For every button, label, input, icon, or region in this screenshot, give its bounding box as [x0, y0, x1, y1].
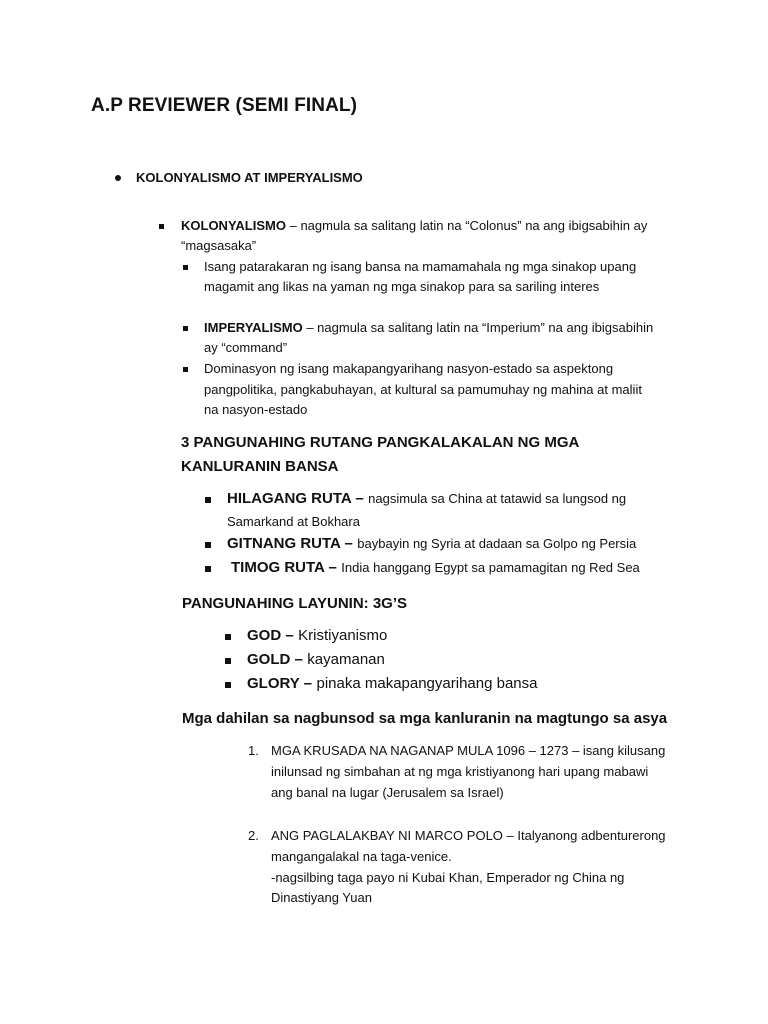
sub-point-text: magamit ang likas na yaman ng mga sinakop para sa sariling interes — [204, 279, 600, 294]
sub-point-text: Isang patarakaran ng isang bansa na mamamahala ng mga sinakop upang — [204, 259, 637, 274]
definition-text-cont: “magsasaka” — [181, 238, 257, 253]
goal-desc: kayamanan — [307, 651, 385, 668]
term-imperyalismo: IMPERYALISMO — [204, 320, 303, 335]
page-title: A.P REVIEWER (SEMI FINAL) — [91, 95, 358, 116]
sub-point-text: pangpolitika, pangkabuhayan, at kultural sa pamumuhay ng mahina at maliit — [204, 382, 642, 397]
reason-text: MGA KRUSADA NA NAGANAP MULA 1096 – 1273 – isang kilusang — [271, 743, 666, 758]
goal-item — [247, 651, 385, 669]
term-kolonyalismo: KOLONYALISMO — [181, 218, 286, 233]
square-bullet — [183, 265, 188, 270]
definition-imperyalismo — [204, 318, 653, 338]
reason-text: inilunsad ng simbahan at ng mga kristiyanong hari upang mabawi — [271, 764, 649, 779]
reason-text: ANG PAGLALAKBAY NI MARCO POLO – Italyanong adbenturerong — [271, 828, 666, 843]
sub-point-text: Dominasyon ng isang makapangyarihang nasyon-estado sa aspektong — [204, 361, 614, 376]
section-heading: KOLONYALISMO AT IMPERYALISMO — [136, 170, 363, 185]
goal-name: GOLD – — [247, 651, 303, 668]
square-bullet — [159, 224, 164, 229]
route-desc: India hanggang Egypt sa pamamagitan ng Red Sea — [341, 560, 640, 575]
goal-desc: pinaka makapangyarihang bansa — [316, 675, 538, 692]
square-bullet — [205, 542, 211, 548]
route-name: GITNANG RUTA – — [227, 535, 353, 552]
square-bullet — [225, 682, 231, 688]
routes-heading-cont: KANLURANIN BANSA — [181, 458, 339, 475]
definition-text: – nagmula sa salitang latin na “Colonus” na ang ibigsabihin ay — [289, 218, 648, 233]
square-bullet — [205, 497, 211, 503]
route-desc: baybayin ng Syria at dadaan sa Golpo ng Persia — [357, 536, 637, 551]
bullet-dot — [115, 175, 121, 181]
goal-name: GOD – — [247, 627, 294, 644]
goal-name: GLORY – — [247, 675, 313, 692]
list-number: 1. — [248, 743, 259, 758]
route-desc-cont: Samarkand at Bokhara — [227, 514, 360, 529]
reason-text: mangangalakal na taga-venice. — [271, 849, 452, 864]
definition-kolonyalismo — [181, 216, 647, 236]
square-bullet — [225, 658, 231, 664]
square-bullet — [183, 367, 188, 372]
reason-text: ang banal na lugar (Jerusalem sa Israel) — [271, 785, 504, 800]
square-bullet — [225, 634, 231, 640]
goal-item — [247, 675, 537, 693]
route-name: HILAGANG RUTA – — [227, 490, 364, 507]
reason-text: -nagsilbing taga payo ni Kubai Khan, Emperador ng China ng — [271, 870, 625, 885]
reasons-heading: Mga dahilan sa nagbunsod sa mga kanluranin na magtungo sa asya — [182, 710, 668, 727]
route-item — [227, 535, 636, 553]
routes-heading: 3 PANGUNAHING RUTANG PANGKALAKALAN NG MGA — [181, 434, 580, 451]
route-item — [227, 490, 626, 508]
route-desc: nagsimula sa China at tatawid sa lungsod ng — [368, 491, 627, 506]
goal-desc: Kristiyanismo — [298, 627, 388, 644]
square-bullet — [183, 326, 188, 331]
square-bullet — [205, 566, 211, 572]
sub-point-text: na nasyon-estado — [204, 402, 308, 417]
definition-text-cont: ay “command” — [204, 340, 288, 355]
reason-text: Dinastiyang Yuan — [271, 890, 372, 905]
goal-item — [247, 627, 387, 645]
route-name: TIMOG RUTA – — [231, 559, 337, 576]
list-number: 2. — [248, 828, 259, 843]
goals-heading: PANGUNAHING LAYUNIN: 3G’S — [182, 595, 408, 612]
route-item — [231, 559, 640, 577]
definition-text: – nagmula sa salitang latin na “Imperium” na ang ibigsabihin — [306, 320, 654, 335]
